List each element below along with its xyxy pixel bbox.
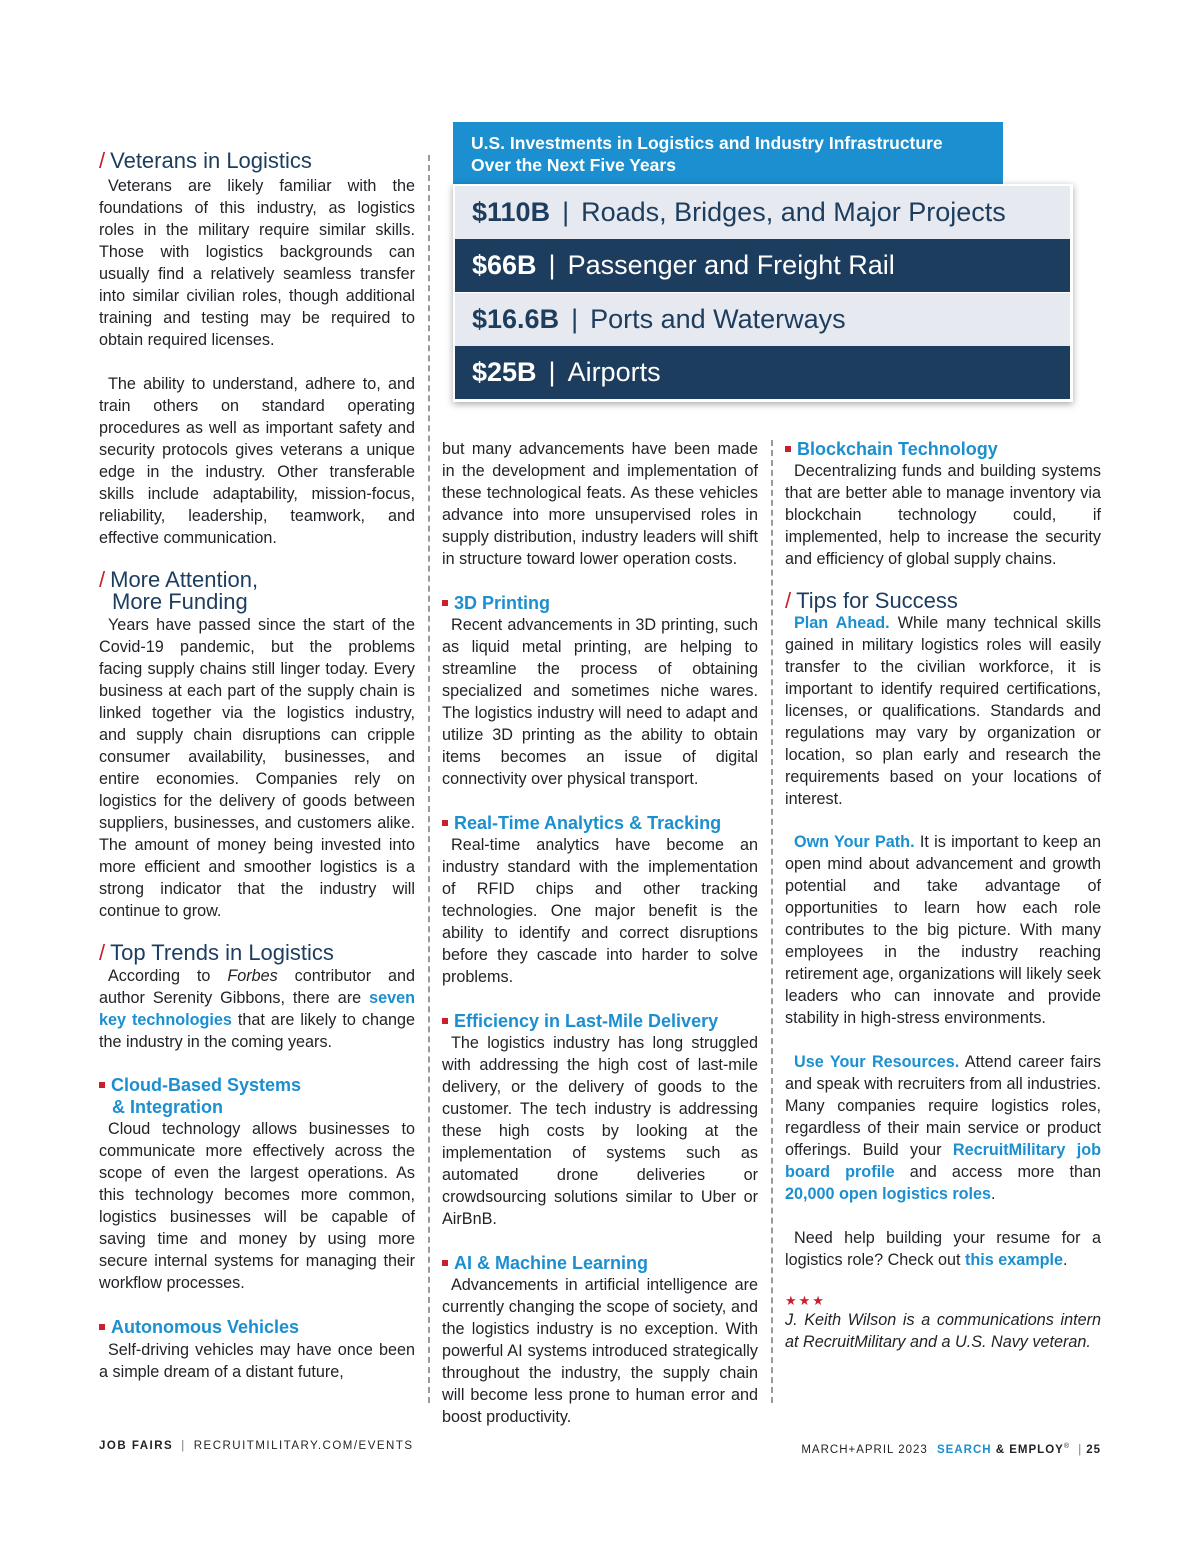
subheading-autonomous: Autonomous Vehicles (99, 1316, 415, 1338)
link-this-example[interactable]: this example (964, 1251, 1064, 1269)
stars-divider: ★★★ (785, 1293, 826, 1308)
investment-amount: $25B (472, 357, 537, 387)
investment-row (455, 346, 1070, 399)
section-heading-tips: / Tips for Success (785, 588, 958, 613)
subheading-3d-printing: 3D Printing (442, 592, 758, 614)
investment-label: Passenger and Freight Rail (567, 250, 895, 280)
investment-label: Airports (567, 357, 661, 387)
column-1 (99, 150, 415, 1383)
column-2 (442, 438, 758, 1428)
author-bio: J. Keith Wilson is a communications intern at RecruitMilitary and a U.S. Navy veteran. (785, 1311, 1101, 1351)
paragraph: Real-time analytics have become an industry standard with the implementation of RFID chips and other tracking technologies. One major benefit is the ability to identify and correct disruptions before they cascade into harder to solve problems. (442, 836, 758, 986)
chart-title-line: Over the Next Five Years (471, 155, 676, 175)
paragraph: Plan Ahead. While many technical skills gained in military logistics roles will easily transfer to the civilian workforce, it is important to identify required certifications, licenses, or qualifications. Standards and regulations may vary by organization or location, so plan early and research the requirements based on your locations of interest. (785, 614, 1101, 808)
paragraph: According to Forbes contributor and author Serenity Gibbons, there are seven key technologies that are likely to change the industry in the coming years. (99, 967, 416, 1051)
paragraph: Recent advancements in 3D printing, such as liquid metal printing, are helping to streamline the process of obtaining specialized and sometimes niche wares. The logistics industry will need to adapt and utilize 3D printing as the ability to obtain items becomes an issue of digital connectivity over physical transport. (442, 616, 758, 788)
separator: | (548, 357, 556, 387)
investment-table (453, 184, 1073, 402)
paragraph: The logistics industry has long struggled with addressing the high cost of last-mile delivery, or the delivery of goods to the customer. The tech industry is addressing these high costs by looking at the implementation of systems such as automated drone deliveries or crowdsourcing solutions similar to Uber or AirBnB. (442, 1034, 758, 1228)
column-divider-right (771, 440, 773, 1403)
paragraph: Own Your Path. It is important to keep an open mind about advancement and growth potential and take advantage of opportunities to learn how each role contributes to the big picture. With many employees in the industry reaching retirement age, organizations will likely seek leaders who can innovate and provide stability in high-stress environments. (785, 833, 1101, 1027)
subheading-blockchain: Blockchain Technology (785, 438, 1101, 460)
paragraph: Veterans are likely familiar with the foundations of this industry, as logistics roles in the military require similar skills. Those with logistics backgrounds can usually find a relatively seamless transfer into similar civilian roles, though additional training and testing may be required to obtain required licenses. (99, 177, 415, 349)
subheading-last-mile: Efficiency in Last-Mile Delivery (442, 1010, 758, 1032)
investment-amount: $110B (472, 197, 551, 227)
page-number: 25 (1086, 1443, 1101, 1456)
investment-amount: $16.6B (472, 304, 560, 334)
separator: | (548, 250, 556, 280)
paragraph: Self-driving vehicles may have once been a simple dream of a distant future, (99, 1341, 415, 1381)
link-open-logistics-roles[interactable]: 20,000 open logistics roles (785, 1185, 992, 1203)
investment-label: Ports and Waterways (590, 304, 846, 334)
investment-row (455, 293, 1070, 346)
separator: | (562, 197, 570, 227)
paragraph: Decentralizing funds and building systems that are better able to manage inventory via blockchain technology could, if implemented, help to increase the security and efficiency of global supply chains. (785, 462, 1101, 568)
paragraph: Cloud technology allows businesses to communicate more effectively across the scope of even the largest operations. As this technology becomes more common, logistics businesses will be capable of saving time and money by using more secure internal systems for managing their workflow processes. (99, 1120, 415, 1292)
section-heading-trends: / Top Trends in Logistics (99, 940, 334, 965)
paragraph: The ability to understand, adhere to, and train others on standard operating procedures as well as important safety and security protocols gives veterans a unique edge in the industry. Other transferable skills include adaptability, mission-focus, reliability, leadership, teamwork, and effective communication. (99, 375, 415, 547)
subheading-cloud: Cloud-Based Systems & Integration (99, 1074, 415, 1118)
paragraph: Use Your Resources. Attend career fairs and speak with recruiters from all industries. Many companies require logistics roles, regardless of their main service or product offerings. Build your RecruitMilitary job board profile and access more than 20,000 open logistics roles. (785, 1053, 1101, 1203)
investment-label: Roads, Bridges, and Major Projects (581, 197, 1006, 227)
footer-left: JOB FAIRS | RECRUITMILITARY.COM/EVENTS (99, 1440, 414, 1452)
subheading-ai: AI & Machine Learning (442, 1252, 758, 1274)
column-divider-left (428, 155, 430, 1403)
separator: | (571, 304, 579, 334)
link-seven-key-technologies[interactable]: seven key technologies (99, 989, 415, 1029)
investment-amount: $66B (472, 250, 537, 280)
investment-row (455, 186, 1070, 239)
paragraph: Advancements in artificial intelligence are currently changing the scope of society, and the logistics industry is no exception. With powerful AI systems introduced strategically throughout the industry, the supply chain will become less prone to human error and boost productivity. (442, 1276, 758, 1426)
chart-title (453, 122, 1003, 184)
section-heading-veterans: / Veterans in Logistics (99, 148, 312, 173)
paragraph: but many advancements have been made in the development and implementation of these technological feats. As these vehicles advance into more unsupervised roles in supply distribution, industry leaders will shift in structure toward lower operation costs. (442, 440, 758, 568)
section-heading-funding: / More Attention, More Funding (99, 567, 259, 614)
column-3 (785, 438, 1101, 1353)
investment-row (455, 239, 1070, 292)
link-job-board-profile[interactable]: RecruitMilitary job board profile (785, 1141, 1101, 1181)
footer-right: MARCH+APRIL 2023 SEARCH & EMPLOY® | 25 (801, 1443, 1101, 1456)
paragraph: Need help building your resume for a logistics role? Check out this example. (785, 1229, 1101, 1269)
subheading-analytics: Real-Time Analytics & Tracking (442, 812, 758, 834)
paragraph: Years have passed since the start of the Covid-19 pandemic, but the problems facing supply chains still linger today. Every business at each part of the supply chain is linked together via the logistics industry, and supply chain disruptions can cripple consumer availability, businesses, and entire economies. Companies rely on logistics for the delivery of goods between suppliers, businesses, and customers alike. The amount of money being invested into more efficient and smoother logistics is a strong indicator that the industry will continue to grow. (99, 616, 415, 920)
chart-title-line: U.S. Investments in Logistics and Industry Infrastructure (471, 133, 943, 153)
